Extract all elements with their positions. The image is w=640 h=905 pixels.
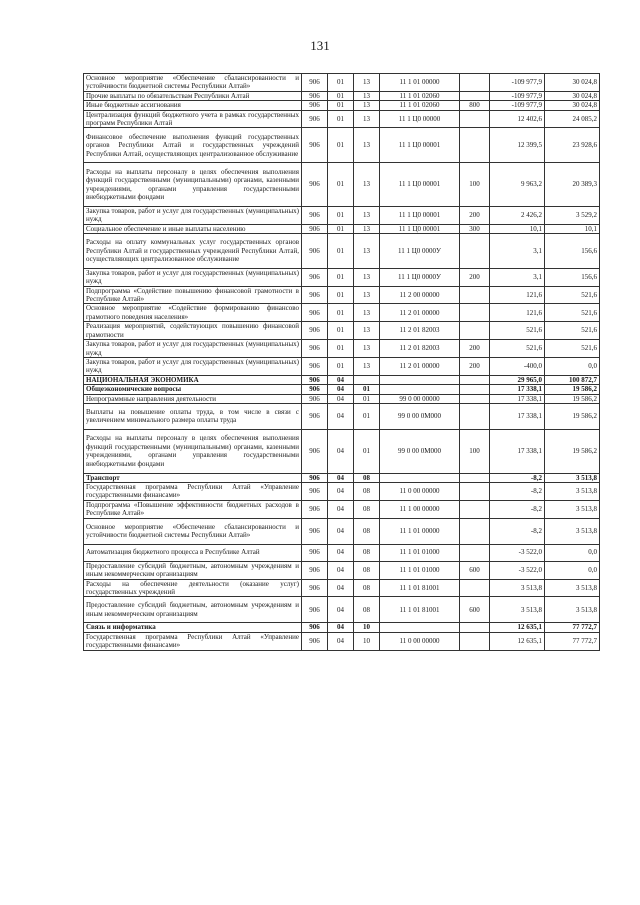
- table-row: [84, 518, 600, 544]
- row-amount-total: 19 586,2: [545, 385, 600, 394]
- row-subsection-code: 01: [354, 385, 380, 394]
- row-name: Закупка товаров, работ и услуг для государственных (муниципальных) нужд: [84, 357, 302, 375]
- table-row: [84, 375, 600, 384]
- row-name: Предоставление субсидий бюджетным, автономным учреждениям и иным некоммерческим организациям: [84, 561, 302, 579]
- table-row: [84, 101, 600, 110]
- row-target-article: 11 1 01 00000: [380, 74, 460, 92]
- row-subsection-code: 13: [354, 357, 380, 375]
- row-target-article: 11 2 01 00000: [380, 304, 460, 322]
- row-section-code: 01: [328, 304, 354, 322]
- row-expense-type: [460, 286, 490, 304]
- row-section-code: 04: [328, 500, 354, 518]
- table-row: [84, 322, 600, 340]
- table-row: [84, 91, 600, 100]
- row-name: Подпрограмма «Содействие повышению финансовой грамотности в Республике Алтай»: [84, 286, 302, 304]
- row-amount-total: 521,6: [545, 286, 600, 304]
- row-admin-code: 906: [302, 482, 328, 500]
- row-target-article: 99 0 00 0M000: [380, 429, 460, 473]
- row-admin-code: 906: [302, 101, 328, 110]
- row-name: Связь и информатика: [84, 623, 302, 632]
- row-name: Основное мероприятие «Обеспечение сбалансированности и устойчивости бюджетной системы Республики Алтай»: [84, 518, 302, 544]
- row-amount-total: 77 772,7: [545, 623, 600, 632]
- row-section-code: 04: [328, 429, 354, 473]
- row-amount-total: 30 024,8: [545, 101, 600, 110]
- row-subsection-code: 13: [354, 91, 380, 100]
- row-admin-code: 906: [302, 110, 328, 128]
- row-subsection-code: 01: [354, 394, 380, 403]
- table-row: [84, 385, 600, 394]
- row-target-article: 11 1 01 81001: [380, 597, 460, 623]
- row-section-code: 01: [328, 322, 354, 340]
- row-expense-type: [460, 632, 490, 650]
- table-row: [84, 597, 600, 623]
- row-expense-type: [460, 91, 490, 100]
- row-expense-type: 600: [460, 597, 490, 623]
- row-amount-total: 0,0: [545, 544, 600, 561]
- row-expense-type: 200: [460, 340, 490, 358]
- row-subsection-code: 13: [354, 340, 380, 358]
- row-amount-change: 3 513,8: [490, 579, 545, 597]
- row-target-article: 11 1 Ц0 00001: [380, 163, 460, 207]
- row-section-code: 04: [328, 561, 354, 579]
- row-amount-total: 3 513,8: [545, 482, 600, 500]
- row-section-code: 04: [328, 623, 354, 632]
- row-amount-change: -3 522,0: [490, 544, 545, 561]
- table-row: [84, 429, 600, 473]
- row-amount-total: 3 513,8: [545, 500, 600, 518]
- row-admin-code: 906: [302, 561, 328, 579]
- row-expense-type: 300: [460, 224, 490, 233]
- budget-table-body: [84, 74, 600, 651]
- row-admin-code: 906: [302, 403, 328, 429]
- row-subsection-code: 13: [354, 304, 380, 322]
- row-name: Социальное обеспечение и иные выплаты населению: [84, 224, 302, 233]
- row-expense-type: 200: [460, 206, 490, 224]
- row-name: Прочие выплаты по обязательствам Республики Алтай: [84, 91, 302, 100]
- row-amount-total: 3 529,2: [545, 206, 600, 224]
- row-name: Непрограммные направления деятельности: [84, 394, 302, 403]
- row-amount-total: 77 772,7: [545, 632, 600, 650]
- row-amount-change: 2 426,2: [490, 206, 545, 224]
- row-expense-type: [460, 385, 490, 394]
- row-subsection-code: 08: [354, 597, 380, 623]
- row-amount-total: 30 024,8: [545, 91, 600, 100]
- row-subsection-code: 08: [354, 482, 380, 500]
- row-amount-total: 3 513,8: [545, 518, 600, 544]
- row-section-code: 01: [328, 128, 354, 163]
- row-subsection-code: 13: [354, 234, 380, 269]
- row-expense-type: 100: [460, 163, 490, 207]
- row-admin-code: 906: [302, 623, 328, 632]
- row-name: Расходы на обеспечение деятельности (оказание услуг) государственных учреждений: [84, 579, 302, 597]
- row-target-article: [380, 385, 460, 394]
- row-admin-code: 906: [302, 206, 328, 224]
- row-amount-change: -3 522,0: [490, 561, 545, 579]
- table-row: [84, 357, 600, 375]
- row-name: Подпрограмма «Повышение эффективности бюджетных расходов в Республике Алтай»: [84, 500, 302, 518]
- row-expense-type: [460, 544, 490, 561]
- row-name: Государственная программа Республики Алтай «Управление государственными финансами»: [84, 632, 302, 650]
- row-amount-change: 9 963,2: [490, 163, 545, 207]
- row-amount-change: 17 338,1: [490, 385, 545, 394]
- row-target-article: 11 1 Ц0 00000: [380, 110, 460, 128]
- row-admin-code: 906: [302, 340, 328, 358]
- row-section-code: 04: [328, 385, 354, 394]
- table-row: [84, 544, 600, 561]
- row-section-code: 01: [328, 234, 354, 269]
- row-expense-type: [460, 110, 490, 128]
- row-target-article: 99 0 00 00000: [380, 394, 460, 403]
- row-target-article: [380, 375, 460, 384]
- row-admin-code: 906: [302, 286, 328, 304]
- row-amount-total: 30 024,8: [545, 74, 600, 92]
- row-expense-type: [460, 473, 490, 482]
- row-section-code: 01: [328, 101, 354, 110]
- row-name: Финансовое обеспечение выполнения функций государственных органов Республики Алтай и государственных учреждений Республики Алтай, осуществляющих централизованное обслуживание: [84, 128, 302, 163]
- table-row: [84, 304, 600, 322]
- row-subsection-code: 10: [354, 632, 380, 650]
- row-subsection-code: 08: [354, 500, 380, 518]
- row-section-code: 01: [328, 224, 354, 233]
- budget-table: [83, 73, 600, 651]
- row-name: Основное мероприятие «Обеспечение сбалансированности и устойчивости бюджетной системы Республики Алтай»: [84, 74, 302, 92]
- row-name: Транспорт: [84, 473, 302, 482]
- row-target-article: 11 1 Ц0 0000У: [380, 234, 460, 269]
- row-expense-type: [460, 234, 490, 269]
- row-admin-code: 906: [302, 91, 328, 100]
- table-row: [84, 234, 600, 269]
- row-admin-code: 906: [302, 128, 328, 163]
- row-admin-code: 906: [302, 163, 328, 207]
- row-expense-type: [460, 623, 490, 632]
- row-expense-type: [460, 375, 490, 384]
- row-amount-change: 29 965,0: [490, 375, 545, 384]
- row-admin-code: 906: [302, 224, 328, 233]
- row-target-article: 11 0 00 00000: [380, 482, 460, 500]
- row-section-code: 01: [328, 206, 354, 224]
- row-name: Централизация функций бюджетного учета в рамках государственных программ Республики Алтай: [84, 110, 302, 128]
- row-amount-total: 23 928,6: [545, 128, 600, 163]
- row-section-code: 04: [328, 518, 354, 544]
- table-row: [84, 286, 600, 304]
- row-name: Реализация мероприятий, содействующих повышению финансовой грамотности: [84, 322, 302, 340]
- row-target-article: 11 1 01 01000: [380, 561, 460, 579]
- row-target-article: 11 1 01 02060: [380, 91, 460, 100]
- row-target-article: 11 1 00 00000: [380, 500, 460, 518]
- row-section-code: 04: [328, 544, 354, 561]
- row-admin-code: 906: [302, 544, 328, 561]
- row-name: Иные бюджетные ассигнования: [84, 101, 302, 110]
- table-row: [84, 110, 600, 128]
- page-number: 131: [310, 38, 330, 53]
- row-expense-type: 200: [460, 357, 490, 375]
- row-expense-type: [460, 518, 490, 544]
- row-amount-total: 521,6: [545, 322, 600, 340]
- row-amount-change: -8,2: [490, 473, 545, 482]
- row-target-article: 11 2 01 82003: [380, 340, 460, 358]
- row-admin-code: 906: [302, 518, 328, 544]
- row-amount-change: -8,2: [490, 500, 545, 518]
- row-expense-type: [460, 403, 490, 429]
- row-target-article: [380, 473, 460, 482]
- row-section-code: 01: [328, 268, 354, 286]
- row-section-code: 01: [328, 286, 354, 304]
- table-row: [84, 403, 600, 429]
- row-amount-change: -109 977,9: [490, 74, 545, 92]
- row-name: Расходы на выплаты персоналу в целях обеспечения выполнения функций государственными (муниципальными) органами, казенными учреждениями, органами управления государственными внебюджетными фондами: [84, 163, 302, 207]
- table-row: [84, 224, 600, 233]
- row-section-code: 01: [328, 340, 354, 358]
- row-amount-change: -109 977,9: [490, 101, 545, 110]
- row-target-article: 11 1 Ц0 00001: [380, 206, 460, 224]
- row-subsection-code: 10: [354, 623, 380, 632]
- row-amount-total: 19 586,2: [545, 403, 600, 429]
- row-amount-total: 24 085,2: [545, 110, 600, 128]
- row-section-code: 04: [328, 632, 354, 650]
- row-subsection-code: 13: [354, 322, 380, 340]
- row-amount-total: 521,6: [545, 304, 600, 322]
- row-subsection-code: 08: [354, 561, 380, 579]
- row-amount-total: 521,6: [545, 340, 600, 358]
- row-admin-code: 906: [302, 632, 328, 650]
- row-admin-code: 906: [302, 429, 328, 473]
- row-amount-change: 121,6: [490, 286, 545, 304]
- row-name: Расходы на выплаты персоналу в целях обеспечения выполнения функций государственными (муниципальными) органами, казенными учреждениями, органами управления государственными внебюджетными фондами: [84, 429, 302, 473]
- row-name: Закупка товаров, работ и услуг для государственных (муниципальных) нужд: [84, 340, 302, 358]
- row-amount-total: 0,0: [545, 561, 600, 579]
- row-amount-total: 156,6: [545, 268, 600, 286]
- row-subsection-code: 13: [354, 286, 380, 304]
- row-section-code: 01: [328, 357, 354, 375]
- row-name: Общеэкономические вопросы: [84, 385, 302, 394]
- table-row: [84, 340, 600, 358]
- table-row: [84, 561, 600, 579]
- row-amount-change: 521,6: [490, 322, 545, 340]
- row-target-article: 99 0 00 0M000: [380, 403, 460, 429]
- row-amount-total: 3 513,8: [545, 473, 600, 482]
- row-subsection-code: 08: [354, 544, 380, 561]
- row-subsection-code: [354, 375, 380, 384]
- table-row: [84, 579, 600, 597]
- row-amount-change: 10,1: [490, 224, 545, 233]
- row-admin-code: 906: [302, 375, 328, 384]
- row-target-article: 11 1 Ц0 0000У: [380, 268, 460, 286]
- row-expense-type: [460, 74, 490, 92]
- row-subsection-code: 08: [354, 579, 380, 597]
- row-target-article: [380, 623, 460, 632]
- row-amount-change: 12 635,1: [490, 623, 545, 632]
- row-subsection-code: 08: [354, 518, 380, 544]
- row-expense-type: [460, 579, 490, 597]
- table-row: [84, 74, 600, 92]
- row-subsection-code: 01: [354, 403, 380, 429]
- row-target-article: 11 1 01 02060: [380, 101, 460, 110]
- row-section-code: 04: [328, 473, 354, 482]
- row-name: Автоматизация бюджетного процесса в Республике Алтай: [84, 544, 302, 561]
- row-subsection-code: 13: [354, 128, 380, 163]
- row-name: Расходы на оплату коммунальных услуг государственных органов Республики Алтай и государственных учреждений Республики Алтай, осуществляющих централизованное обслуживание: [84, 234, 302, 269]
- row-section-code: 04: [328, 394, 354, 403]
- row-target-article: 11 2 00 00000: [380, 286, 460, 304]
- row-subsection-code: 13: [354, 101, 380, 110]
- table-row: [84, 623, 600, 632]
- row-name: Основное мероприятие «Содействие формированию финансово грамотного поведения населения»: [84, 304, 302, 322]
- row-amount-total: 19 586,2: [545, 394, 600, 403]
- row-section-code: 04: [328, 482, 354, 500]
- row-admin-code: 906: [302, 385, 328, 394]
- row-amount-change: -400,0: [490, 357, 545, 375]
- row-name: Закупка товаров, работ и услуг для государственных (муниципальных) нужд: [84, 206, 302, 224]
- row-subsection-code: 13: [354, 206, 380, 224]
- row-amount-change: 17 338,1: [490, 394, 545, 403]
- row-amount-total: 0,0: [545, 357, 600, 375]
- row-expense-type: [460, 304, 490, 322]
- row-admin-code: 906: [302, 597, 328, 623]
- row-target-article: 11 1 01 81001: [380, 579, 460, 597]
- row-subsection-code: 13: [354, 110, 380, 128]
- row-name: Предоставление субсидий бюджетным, автономным учреждениям и иным некоммерческим организациям: [84, 597, 302, 623]
- row-admin-code: 906: [302, 500, 328, 518]
- row-amount-change: 12 399,5: [490, 128, 545, 163]
- table-row: [84, 268, 600, 286]
- row-amount-change: 521,6: [490, 340, 545, 358]
- row-admin-code: 906: [302, 304, 328, 322]
- row-expense-type: 200: [460, 268, 490, 286]
- row-admin-code: 906: [302, 322, 328, 340]
- row-amount-change: -8,2: [490, 482, 545, 500]
- row-amount-change: 121,6: [490, 304, 545, 322]
- row-amount-change: 17 338,1: [490, 403, 545, 429]
- row-name: НАЦИОНАЛЬНАЯ ЭКОНОМИКА: [84, 375, 302, 384]
- row-admin-code: 906: [302, 357, 328, 375]
- row-expense-type: 800: [460, 101, 490, 110]
- row-target-article: 11 1 Ц0 00001: [380, 224, 460, 233]
- table-row: [84, 394, 600, 403]
- row-admin-code: 906: [302, 74, 328, 92]
- row-section-code: 04: [328, 579, 354, 597]
- row-expense-type: [460, 500, 490, 518]
- row-amount-total: 100 872,7: [545, 375, 600, 384]
- table-row: [84, 482, 600, 500]
- row-amount-change: 12 402,6: [490, 110, 545, 128]
- row-amount-total: 156,6: [545, 234, 600, 269]
- row-target-article: 11 2 01 82003: [380, 322, 460, 340]
- row-amount-total: 3 513,8: [545, 579, 600, 597]
- row-admin-code: 906: [302, 473, 328, 482]
- table-row: [84, 632, 600, 650]
- row-amount-change: 3,1: [490, 268, 545, 286]
- row-subsection-code: 01: [354, 429, 380, 473]
- row-subsection-code: 08: [354, 473, 380, 482]
- row-section-code: 01: [328, 74, 354, 92]
- row-subsection-code: 13: [354, 163, 380, 207]
- table-row: [84, 128, 600, 163]
- row-subsection-code: 13: [354, 268, 380, 286]
- row-admin-code: 906: [302, 394, 328, 403]
- row-amount-change: 17 338,1: [490, 429, 545, 473]
- row-expense-type: 600: [460, 561, 490, 579]
- row-subsection-code: 13: [354, 74, 380, 92]
- row-target-article: 11 1 Ц0 00001: [380, 128, 460, 163]
- row-expense-type: [460, 128, 490, 163]
- row-amount-total: 10,1: [545, 224, 600, 233]
- row-expense-type: [460, 394, 490, 403]
- row-expense-type: [460, 322, 490, 340]
- row-section-code: 01: [328, 91, 354, 100]
- row-target-article: 11 0 00 00000: [380, 632, 460, 650]
- row-expense-type: 100: [460, 429, 490, 473]
- row-amount-total: 3 513,8: [545, 597, 600, 623]
- row-admin-code: 906: [302, 234, 328, 269]
- row-section-code: 01: [328, 163, 354, 207]
- row-subsection-code: 13: [354, 224, 380, 233]
- row-section-code: 01: [328, 110, 354, 128]
- row-section-code: 04: [328, 403, 354, 429]
- row-amount-total: 19 586,2: [545, 429, 600, 473]
- row-amount-change: -8,2: [490, 518, 545, 544]
- row-name: Выплаты на повышение оплаты труда, в том числе в связи с увеличением минимального размера оплаты труда: [84, 403, 302, 429]
- table-row: [84, 500, 600, 518]
- row-amount-change: -109 977,9: [490, 91, 545, 100]
- row-admin-code: 906: [302, 579, 328, 597]
- row-amount-change: 12 635,1: [490, 632, 545, 650]
- row-target-article: 11 1 01 00000: [380, 518, 460, 544]
- row-amount-change: 3 513,8: [490, 597, 545, 623]
- table-row: [84, 163, 600, 207]
- row-section-code: 04: [328, 597, 354, 623]
- row-name: Государственная программа Республики Алтай «Управление государственными финансами»: [84, 482, 302, 500]
- table-row: [84, 473, 600, 482]
- row-name: Закупка товаров, работ и услуг для государственных (муниципальных) нужд: [84, 268, 302, 286]
- row-section-code: 04: [328, 375, 354, 384]
- row-amount-change: 3,1: [490, 234, 545, 269]
- row-amount-total: 20 389,3: [545, 163, 600, 207]
- row-expense-type: [460, 482, 490, 500]
- row-admin-code: 906: [302, 268, 328, 286]
- table-row: [84, 206, 600, 224]
- row-target-article: 11 2 01 00000: [380, 357, 460, 375]
- row-target-article: 11 1 01 01000: [380, 544, 460, 561]
